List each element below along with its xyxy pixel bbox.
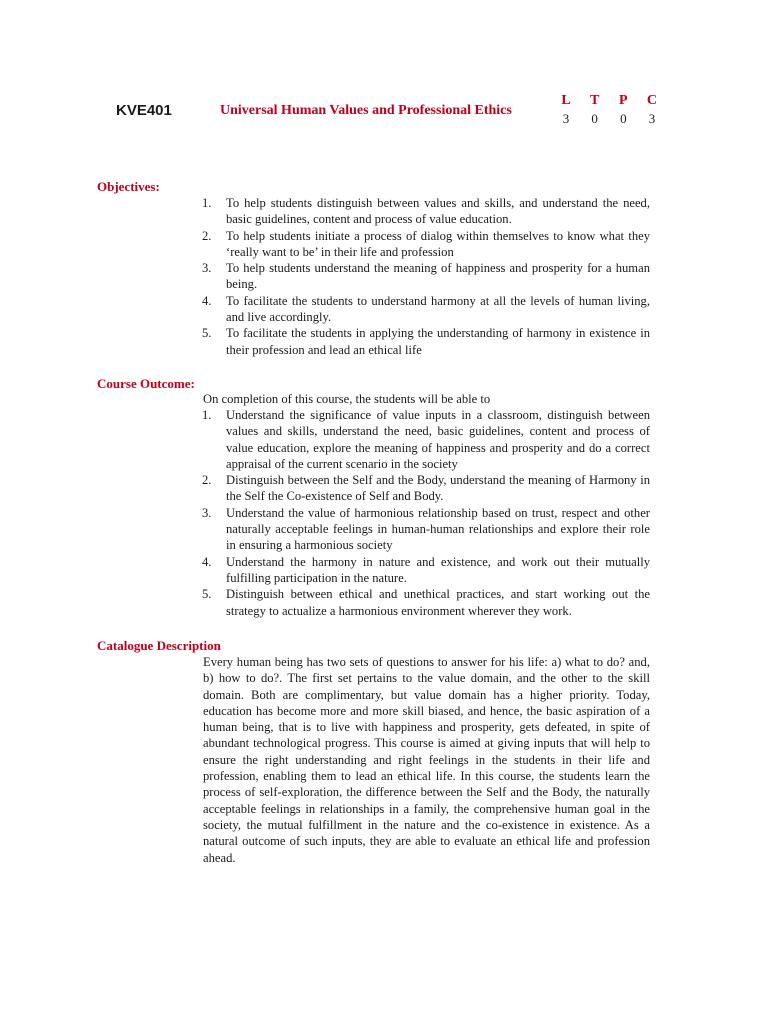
item-text: To help students initiate a process of dialog within themselves to know what they ‘really want to be’ in their life and profession [226, 228, 650, 259]
item-text: To facilitate the students in applying the understanding of harmony in existence in their profession and lead an ethical life [226, 326, 650, 357]
list-item [202, 505, 650, 554]
credit-label-p: P [619, 93, 628, 108]
item-number: 2. [202, 228, 212, 243]
list-item [202, 293, 650, 326]
list-item [202, 195, 650, 228]
credit-label-t: T [589, 93, 600, 108]
catalogue-paragraph: Every human being has two sets of questions to answer for his life: a) what to do? and, b) how to do?. The first set pertains to the value domain, and the other to the skill domain. Both are complimentary, but value domain has a higher priority. Today, education has become more and more skill biased, and hence, the basic aspiration of a human being, that is to live with happiness and prosperity, gets defeated, in spite of abundant technological progress. This course is aimed at giving inputs that will help to ensure the right understanding and right feelings in the students in their life and profession, enabling them to lead an ethical life. In this course, the students learn the process of self-exploration, the difference between the Self and the Body, the naturally acceptable feelings in relationships in a family, the comprehensive human goal in the society, the mutual fulfillment in the nature and the co-existence in existence. As a natural outcome of such inputs, they are able to evaluate an ethical life and profession ahead. [203, 655, 650, 865]
credit-label-l: L [561, 93, 571, 108]
item-text: Understand the harmony in nature and existence, and work out their mutually fulfilling participation in the nature. [226, 554, 650, 585]
credit-value-t: 0 [591, 111, 598, 126]
item-text: Distinguish between ethical and unethical practices, and start working out the strategy to actualize a harmonious environment wherever they work. [226, 587, 650, 618]
item-text: To facilitate the students to understand harmony at all the levels of human living, and live accordingly. [226, 293, 650, 325]
course-title: Universal Human Values and Professional Ethics [220, 103, 512, 118]
credit-labels [559, 93, 659, 109]
item-number: 3. [202, 261, 212, 276]
list-item [202, 260, 650, 293]
item-number: 4. [202, 293, 212, 308]
objectives-list [202, 195, 650, 358]
item-number: 1. [202, 408, 212, 422]
course-code: KVE401 [116, 102, 172, 119]
catalogue-heading: Catalogue Description [97, 638, 221, 653]
outcome-heading: Course Outcome: [97, 376, 195, 391]
item-text: Understand the value of harmonious relationship based on trust, respect and other naturally acceptable feelings in human-human relationships and explore their role in ensuring a harmonious society [226, 505, 650, 553]
item-number: 5. [202, 587, 212, 602]
item-number: 5. [202, 326, 212, 341]
item-number: 2. [202, 473, 212, 488]
item-text: Distinguish between the Self and the Body, understand the meaning of Harmony in the Self the Co-existence of Self and Body. [226, 473, 650, 504]
credit-label-c: C [646, 93, 658, 108]
item-text: To help students distinguish between values and skills, and understand the need, basic guidelines, content and process of value education. [226, 196, 650, 227]
credit-value-p: 0 [620, 111, 627, 126]
outcome-list [202, 407, 650, 619]
credit-values [559, 111, 659, 127]
list-item [202, 472, 650, 505]
item-number: 3. [202, 505, 212, 520]
list-item [202, 325, 650, 358]
credit-value-c: 3 [648, 111, 656, 126]
objectives-heading: Objectives: [97, 179, 160, 194]
list-item [202, 228, 650, 261]
list-item [202, 586, 650, 619]
list-item [202, 554, 650, 587]
item-number: 1. [202, 196, 212, 210]
item-text: To help students understand the meaning of happiness and prosperity for a human being. [226, 261, 650, 292]
item-number: 4. [202, 554, 212, 569]
credit-value-l: 3 [562, 111, 570, 126]
list-item [202, 407, 650, 472]
outcome-intro: On completion of this course, the students will be able to [203, 392, 491, 406]
item-text: Understand the significance of value inputs in a classroom, distinguish between values and skills, understand the need, basic guidelines, content and process of value education, explore the meaning of happiness and prosperity and do a correct appraisal of the current scenario in the society [226, 408, 650, 471]
